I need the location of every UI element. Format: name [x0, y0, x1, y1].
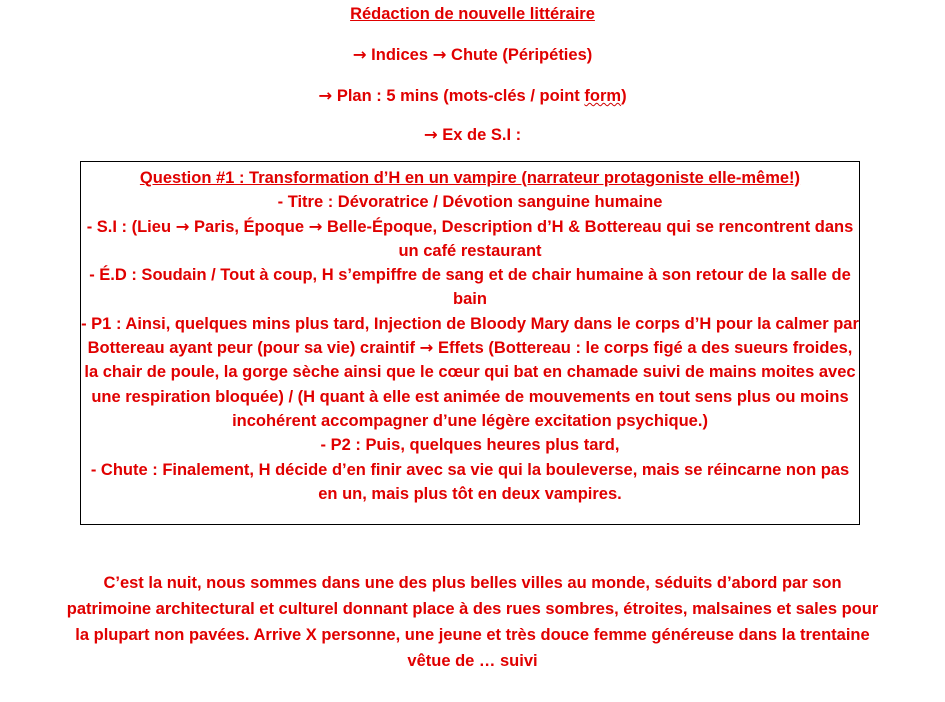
right-arrow-icon: →: [318, 86, 333, 105]
outline-peripetie-1: [81, 312, 859, 433]
question-heading: Question #1 : Transformation d’H en un vampire (narrateur protagoniste elle-même!): [139, 169, 801, 187]
si-part-1: - S.I : (Lieu: [86, 217, 176, 236]
outline-box: [80, 161, 860, 525]
heading-example: [0, 125, 945, 145]
document-title: Rédaction de nouvelle littéraire: [350, 5, 595, 23]
si-part-3: Belle-Époque, Description d’H & Bottereau qui se rencontrent dans un café restaurant: [322, 217, 854, 260]
plan-label-end: ): [621, 87, 627, 105]
example-label: Ex de S.I :: [442, 126, 522, 144]
story-paragraph: C’est la nuit, nous sommes dans une des plus belles villes au monde, séduits d’abord par son patrimoine architectural et culturel donnant place à des rues sombres, étroites, malsaines et sales pour la plupart non pavées. Arrive X personne, une jeune et très douce femme généreuse dans la trentaine vêtue de … suivi: [66, 574, 879, 670]
story-paragraph-container: [60, 570, 885, 674]
right-arrow-icon: →: [175, 216, 190, 236]
outline-situation-initiale: [81, 215, 859, 264]
right-arrow-icon: →: [423, 125, 438, 144]
outline-titre: - Titre : Dévoratrice / Dévotion sanguine humaine: [277, 193, 663, 212]
p1-part-1: - P1 : Ainsi, quelques mins plus tard, Injection de Bloody Mary dans le corps d’H pour la calmer par Bottereau ayant peur (pour sa vie) craintif: [81, 314, 859, 358]
heading-plan: [0, 86, 945, 106]
spellcheck-word: form: [584, 87, 622, 105]
right-arrow-icon: →: [308, 216, 323, 236]
right-arrow-icon: →: [419, 338, 434, 358]
right-arrow-icon: →: [352, 45, 367, 64]
outline-peripetie-2: - P2 : Puis, quelques heures plus tard,: [320, 436, 620, 455]
outline-element-declencheur: - É.D : Soudain / Tout à coup, H s’empiffre de sang et de chair humaine à son retour de la salle de bain: [89, 266, 851, 309]
chute-label: Chute (Péripéties): [451, 46, 593, 64]
indices-label: Indices: [371, 46, 429, 64]
right-arrow-icon: →: [432, 45, 447, 64]
p1-part-2: Effets (Bottereau : le corps figé a des sueurs froides, la chair de poule, la gorge sèche ainsi que le cœur qui bat en chamade suivi de mains moites avec une respiration bloquée) / (H quant à elle est animée de mouvements en tout sens plus ou moins incohérent accompagner d’une légère excitation psychique.): [84, 339, 856, 430]
heading-indices-chute: [0, 45, 945, 65]
plan-label: Plan : 5 mins (mots-clés / point: [336, 87, 585, 105]
si-part-2: Paris, Époque: [189, 217, 309, 236]
outline-chute: - Chute : Finalement, H décide d’en finir avec sa vie qui la bouleverse, mais se réincarne non pas en un, mais plus tôt en deux vampires.: [90, 460, 850, 503]
